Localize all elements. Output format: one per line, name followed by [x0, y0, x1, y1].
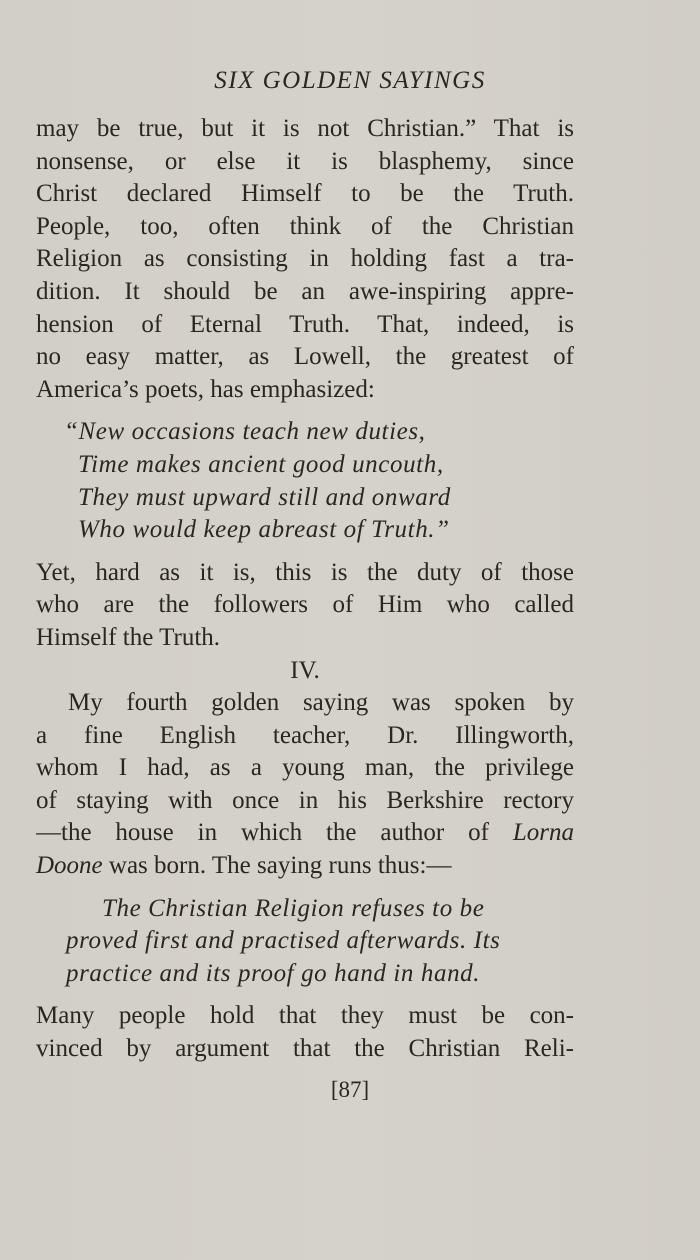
body-text: [36, 113, 574, 1066]
saying-line: proved first and practised afterwards. Its: [66, 927, 501, 955]
section-heading: IV.: [290, 656, 320, 684]
running-head: SIX GOLDEN SAYINGS: [214, 67, 486, 94]
text-line: Religion as consisting in holding fast a tra-: [36, 245, 574, 273]
verse-line: “New occasions teach new duties,: [64, 418, 426, 446]
text-line: nonsense, or else it is blasphemy, since: [36, 147, 574, 175]
text-line: hension of Eternal Truth. That, indeed, is: [36, 310, 574, 338]
verse-line: Who would keep abreast of Truth.”: [78, 516, 450, 544]
text-line: of staying with once in his Berkshire rectory: [36, 786, 574, 814]
text-line: may be true, but it is not Christian.” That is: [36, 115, 574, 142]
saying-line: The Christian Religion refuses to be: [102, 894, 485, 922]
text-line: a fine English teacher, Dr. Illingworth,: [36, 721, 574, 749]
text-line: [36, 817, 574, 850]
text-line: dition. It should be an awe-inspiring appre-: [36, 277, 574, 305]
verse-line: Time makes ancient good uncouth,: [78, 450, 444, 478]
text-line: People, too, often think of the Christian: [36, 212, 574, 240]
text-run: was born. The saying runs thus:—: [102, 852, 452, 880]
text-line: Himself the Truth.: [36, 623, 221, 651]
text-line: [36, 850, 574, 883]
text-line: vinced by argument that the Christian Reli-: [36, 1035, 574, 1063]
text-line: Yet, hard as it is, this is the duty of those: [36, 558, 574, 586]
text-line: who are the followers of Him who called: [36, 591, 574, 619]
text-line: no easy matter, as Lowell, the greatest of: [36, 343, 574, 371]
text-line: Many people hold that they must be con-: [36, 1002, 574, 1030]
text-line: whom I had, as a young man, the privilege: [36, 754, 574, 782]
book-title-italic: Lorna: [512, 819, 574, 847]
text-line: America’s poets, has emphasized:: [36, 375, 375, 403]
verse-line: They must upward still and onward: [78, 483, 451, 511]
book-title-italic: Doone: [36, 852, 103, 880]
page-number: [87]: [330, 1077, 370, 1102]
text-line: Christ declared Himself to be the Truth.: [36, 180, 574, 208]
text-run: —the house in which the author of: [36, 819, 513, 847]
text-line: My fourth golden saying was spoken by: [68, 689, 574, 717]
saying-line: practice and its proof go hand in hand.: [66, 959, 481, 987]
